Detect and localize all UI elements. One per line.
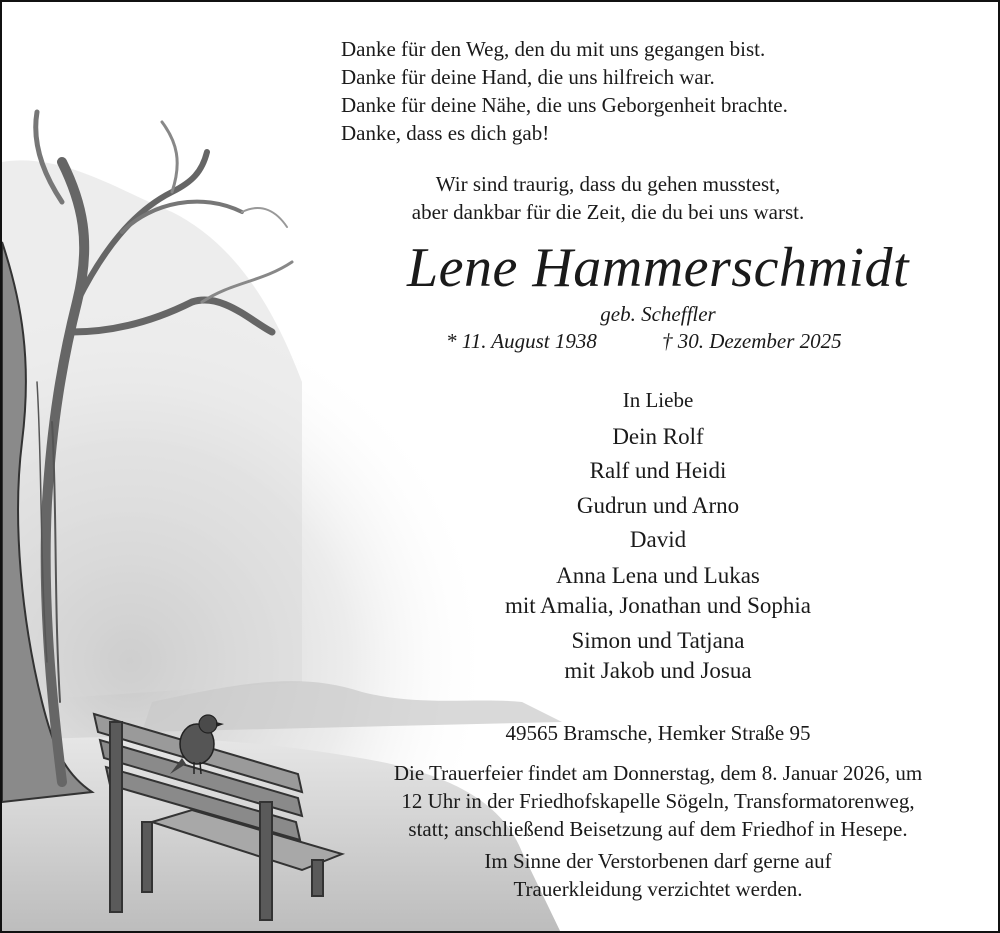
poem-line: Danke für deine Nähe, die uns Geborgenheit brachte. — [341, 93, 788, 117]
condolence-line: Wir sind traurig, dass du gehen musstest, — [435, 172, 781, 196]
poem-line: Danke für deine Hand, die uns hilfreich war. — [341, 65, 715, 89]
mourner-name: mit Amalia, Jonathan und Sophia — [505, 593, 811, 618]
poem-line: Danke für den Weg, den du mit uns gegangen bist. — [341, 37, 766, 61]
mourner-name: Anna Lena und Lukas — [556, 563, 760, 588]
mourner-name: mit Jakob und Josua — [564, 658, 752, 683]
maiden-name: geb. Scheffler — [600, 302, 716, 326]
mourners-intro: In Liebe — [622, 388, 694, 412]
poem-line: Danke, dass es dich gab! — [341, 121, 550, 145]
mourner-name: Gudrun und Arno — [576, 493, 740, 518]
dress-code-note: Trauerkleidung verzichtet werden. — [513, 877, 803, 901]
family-address: 49565 Bramsche, Hemker Straße 95 — [505, 721, 811, 745]
mourner-name: David — [629, 527, 687, 552]
mourner-name: Dein Rolf — [612, 424, 704, 449]
condolence-line: aber dankbar für die Zeit, die du bei uns warst. — [411, 200, 805, 224]
service-info-line: Die Trauerfeier findet am Donnerstag, dem 8. Januar 2026, um — [393, 761, 923, 785]
birth-date: * 11. August 1938 — [446, 329, 597, 353]
dress-code-note: Im Sinne der Verstorbenen darf gerne auf — [484, 849, 832, 873]
death-date: † 30. Dezember 2025 — [662, 329, 842, 353]
mourner-name: Ralf und Heidi — [589, 458, 727, 483]
deceased-name: Lene Hammerschmidt — [406, 237, 910, 299]
service-info-line: 12 Uhr in der Friedhofskapelle Sögeln, Transformatorenweg, — [401, 789, 915, 813]
mourner-name: Simon und Tatjana — [571, 628, 745, 653]
service-info-line: statt; anschließend Beisetzung auf dem Friedhof in Hesepe. — [408, 817, 908, 841]
